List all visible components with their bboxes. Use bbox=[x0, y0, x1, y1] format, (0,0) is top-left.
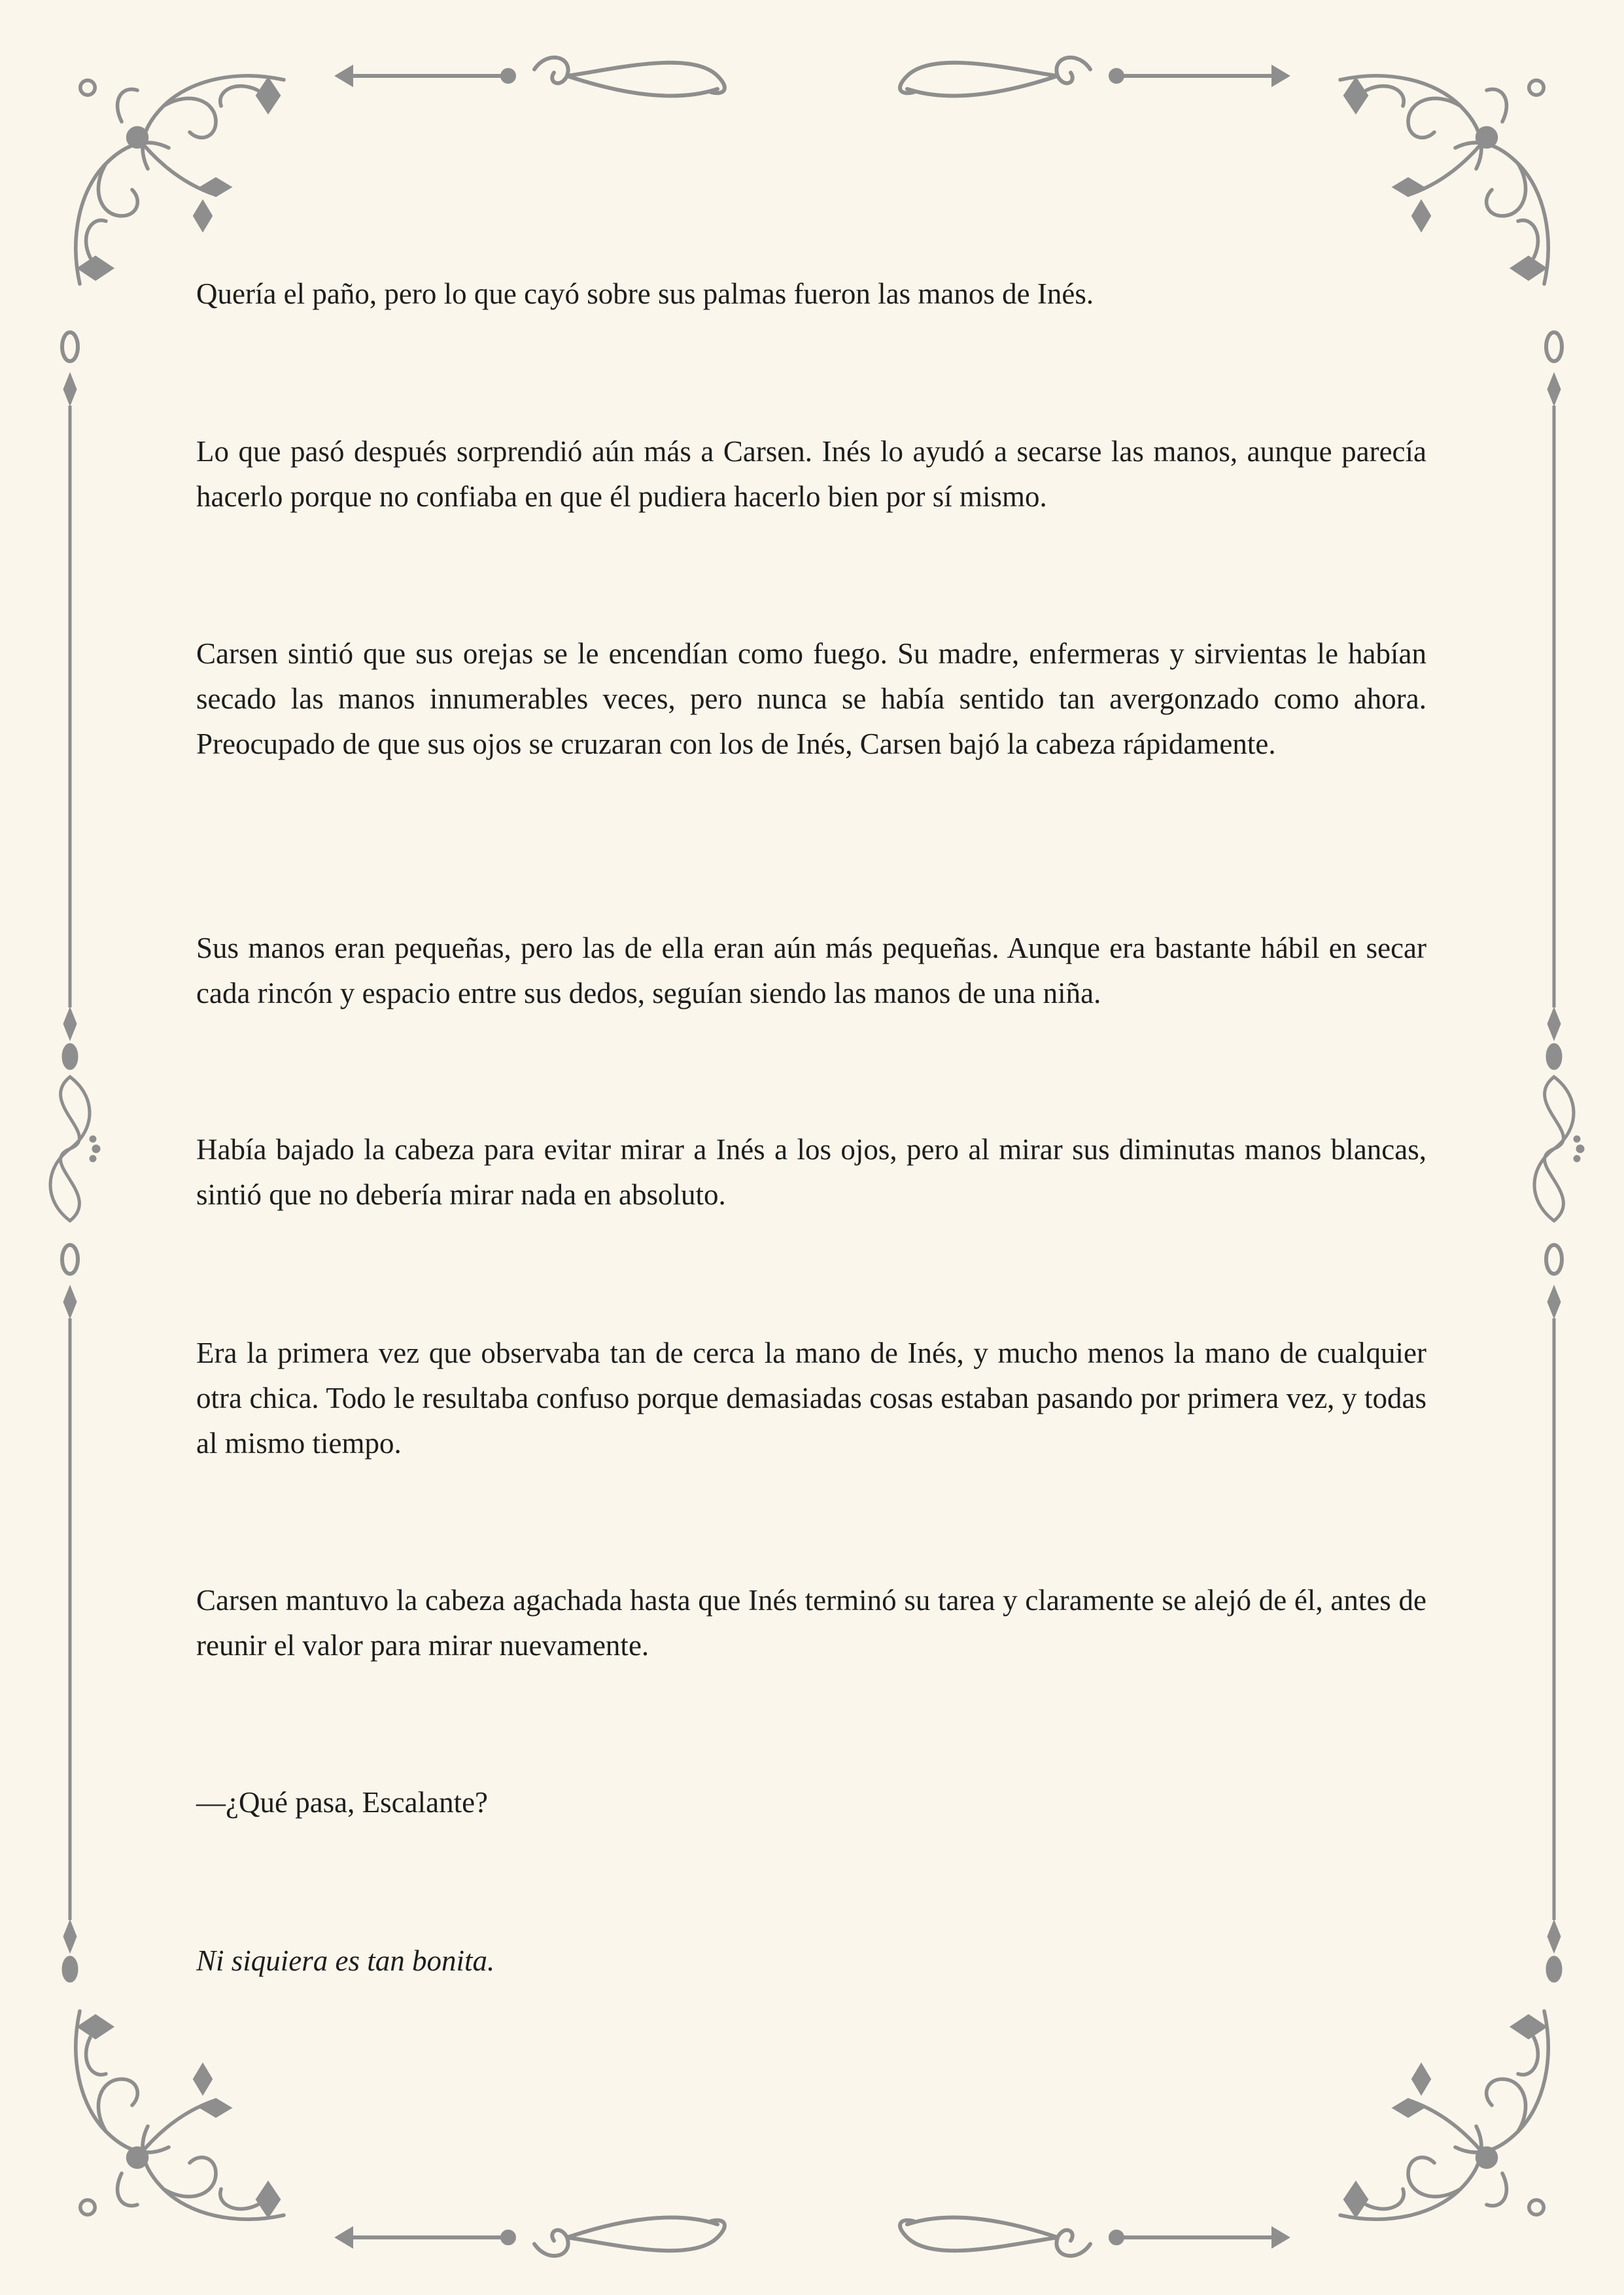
paragraph: Era la primera vez que observaba tan de cerca la mano de Inés, y mucho menos la mano de cualquier otra chica. Todo le resultaba confuso porque demasiadas cosas estaban pasando por primera vez, y todas al mismo tiempo. bbox=[196, 1337, 1426, 1460]
left-rule-upper bbox=[62, 332, 78, 1070]
corner-ornament-top-left bbox=[76, 76, 284, 284]
left-infinity-ornament bbox=[50, 1077, 99, 1221]
paragraph: Carsen mantuvo la cabeza agachada hasta que Inés terminó su tarea y claramente se alejó de él, antes de reunir el valor para mirar nuevamente. bbox=[196, 1584, 1426, 1662]
paragraph: Había bajado la cabeza para evitar mirar a Inés a los ojos, pero al mirar sus diminutas manos blancas, sintió que no debería mirar nada en absoluto. bbox=[196, 1133, 1426, 1211]
corner-ornament-bottom-left bbox=[76, 2011, 284, 2219]
corner-ornament-bottom-right bbox=[1340, 2011, 1548, 2219]
bottom-flourish bbox=[338, 2218, 1287, 2256]
paragraph: Quería el paño, pero lo que cayó sobre sus palmas fueron las manos de Inés. bbox=[196, 277, 1094, 310]
right-infinity-ornament bbox=[1534, 1077, 1583, 1221]
right-rule-lower bbox=[1546, 1245, 1562, 1982]
paragraph: Carsen sintió que sus orejas se le encendían como fuego. Su madre, enfermeras y sirvientas le habían secado las manos innumerables veces, pero nunca se había sentido tan avergonzado como ahora. Preocupado de que sus ojos se cruzaran con los de Inés, Carsen bajó la cabeza rápidamente. bbox=[196, 637, 1426, 760]
dialogue-line: —¿Qué pasa, Escalante? bbox=[196, 1786, 489, 1819]
top-flourish bbox=[338, 58, 1287, 96]
italic-thought: Ni siquiera es tan bonita. bbox=[196, 1944, 495, 1977]
right-rule-upper bbox=[1546, 332, 1562, 1070]
corner-ornament-top-right bbox=[1340, 76, 1548, 284]
paragraph: Lo que pasó después sorprendió aún más a Carsen. Inés lo ayudó a secarse las manos, aunque parecía hacerlo porque no confiaba en que él pudiera hacerlo bien por sí mismo. bbox=[196, 435, 1426, 513]
left-rule-lower bbox=[62, 1245, 78, 1982]
paragraph: Sus manos eran pequeñas, pero las de ella eran aún más pequeñas. Aunque era bastante hábil en secar cada rincón y espacio entre sus dedos, seguían siendo las manos de una niña. bbox=[196, 932, 1426, 1009]
